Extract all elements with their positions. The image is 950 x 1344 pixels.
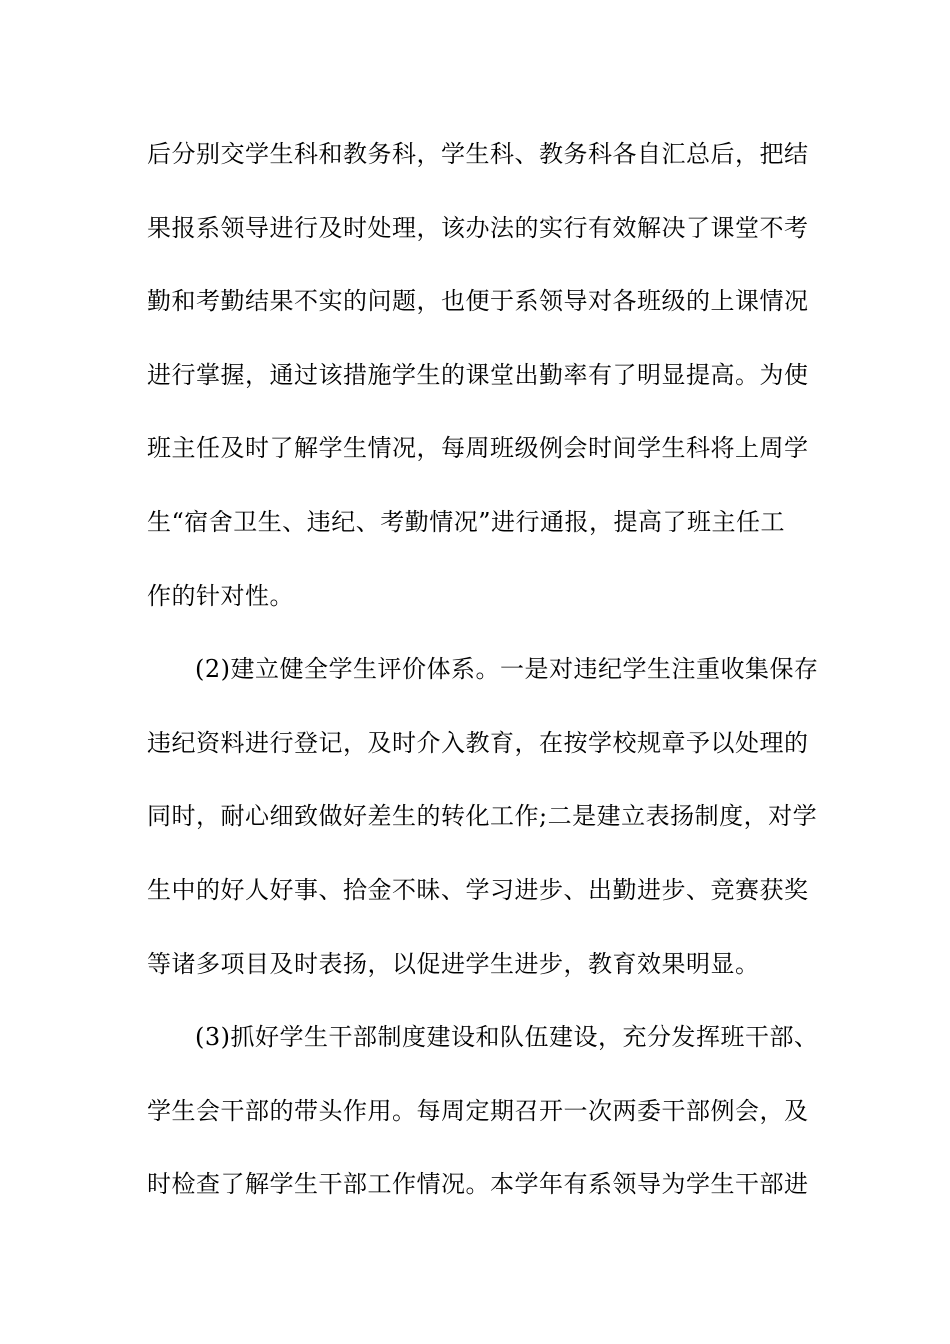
text-line: 同时，耐心细致做好差生的转化工作;二是建立表扬制度，对学	[147, 802, 818, 831]
text-line: 果报系领导进行及时处理，该办法的实行有效解决了课堂不考	[147, 213, 809, 242]
text-line: 等诸多项目及时表扬，以促进学生进步，教育效果明显。	[147, 949, 760, 978]
text-line: 时检查了解学生干部工作情况。本学年有系领导为学生干部进	[147, 1170, 809, 1199]
paragraph-start-line: (3)抓好学生干部制度建设和队伍建设，充分发挥班干部、	[195, 1023, 819, 1052]
text-line: 作的针对性。	[147, 581, 294, 610]
text-line: 生“宿舍卫生、违纪、考勤情况”进行通报，提高了班主任工	[147, 507, 786, 536]
text-line: 生中的好人好事、拾金不昧、学习进步、出勤进步、竞赛获奖	[147, 875, 809, 904]
text-line: 违纪资料进行登记，及时介入教育，在按学校规章予以处理的	[147, 728, 809, 757]
text-line: 后分别交学生科和教务科，学生科、教务科各自汇总后，把结	[147, 140, 809, 168]
text-line: 勤和考勤结果不实的问题，也便于系领导对各班级的上课情况	[147, 287, 809, 316]
paragraph-start-line: (2)建立健全学生评价体系。一是对违纪学生注重收集保存	[195, 655, 819, 684]
text-line: 班主任及时了解学生情况，每周班级例会时间学生科将上周学	[147, 434, 809, 463]
document-body	[147, 131, 819, 1235]
text-line: 进行掌握，通过该措施学生的课堂出勤率有了明显提高。为使	[147, 360, 809, 389]
text-line: 学生会干部的带头作用。每周定期召开一次两委干部例会，及	[147, 1096, 809, 1125]
